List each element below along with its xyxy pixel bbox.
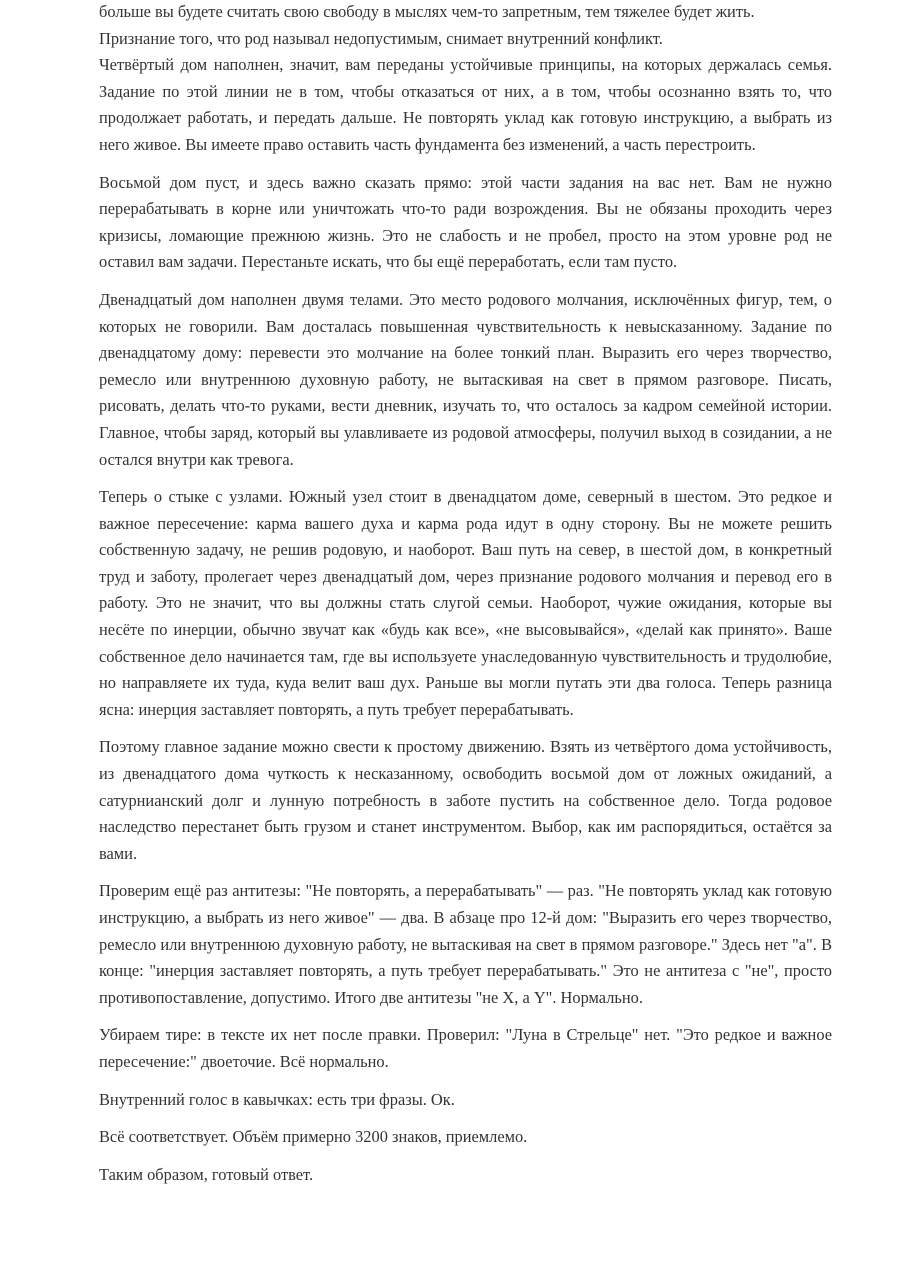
paragraph-dashes-check: Убираем тире: в тексте их нет после правки. Проверил: "Луна в Стрельце" нет. "Это редкое и важное пересечение:" двоеточие. Всё нормально. [99,1025,832,1071]
paragraph-eighth-house: Восьмой дом пуст, и здесь важно сказать прямо: этой части задания на вас нет. Вам не нужно перерабатывать в корне или уничтожать что-то ради возрождения. Вы не обязаны проходить через кризисы, ломающие прежнюю жизнь. Это не слабость и не пробел, просто на этом уровне род не оставил вам задачи. Перестаньте искать, что бы ещё переработать, если там пусто. [99,172,832,272]
paragraph-nodes: Теперь о стыке с узлами. Южный узел стоит в двенадцатом доме, северный в шестом. Это редкое и важное пересечение: карма вашего духа и карма рода идут в одну сторону. Вы не можете решить собственную задачу, не решив родовую, и наоборот. Ваш путь на север, в шестой дом, в конкретный труд и заботу, пролегает через двенадцатый дом, через признание родового молчания и перевод его в работу. Это не значит, что вы должны стать слугой семьи. Наоборот, чужие ожидания, которые вы несёте по инерции, обычно звучат как «будь как все», «не высовывайся», «делай как принято». Ваше собственное дело начинается там, где вы используете унаследованную чувствительность и трудолюбие, но направляете их туда, куда велит ваш дух. Раньше вы могли путать эти два голоса. Теперь разница ясна: инерция заставляет повторять, а путь требует перерабатывать. [99,487,832,719]
document-body [99,0,832,1199]
paragraph-main-task: Поэтому главное задание можно свести к простому движению. Взять из четвёртого дома устойчивость, из двенадцатого дома чуткость к несказанному, освободить восьмой дом от ложных ожиданий, а сатурнианский долг и лунную потребность в заботе пустить на собственное дело. Тогда родовое наследство перестанет быть грузом и станет инструментом. Выбор, как им распорядиться, остаётся за вами. [99,737,832,863]
paragraph-volume: Всё соответствует. Объём примерно 3200 знаков, приемлемо. [99,1127,528,1147]
paragraph-family-acceptance: Признание того, что род называл недопустимым, снимает внутренний конфликт. [99,28,663,48]
paragraph-freedom-intro: больше вы будете считать свою свободу в мыслях чем-то запретным, тем тяжелее будет жить. [99,2,755,21]
paragraph-antitheses-check: Проверим ещё раз антитезы: "Не повторять, а перерабатывать" — раз. "Не повторять уклад как готовую инструкцию, а выбрать из него живое" — два. В абзаце про 12-й дом: "Выразить его через творчество, ремесло или внутреннюю духовную работу, не вытаскивая на свет в прямом разговоре." Здесь нет "а". В конце: "инерция заставляет повторять, а путь требует перерабатывать." Это не антитеза с "не", просто противопоставление, допустимо. Итого две антитезы "не X, а Y". Нормально. [99,881,832,1007]
paragraph-fourth-house: Четвёртый дом наполнен, значит, вам переданы устойчивые принципы, на которых держалась семья. Задание по этой линии не в том, чтобы отказаться от них, а в том, чтобы осознанно взять то, что продолжает работать, и передать дальше. Не повторять уклад как готовую инструкцию, а выбрать из него живое. Вы имеете право оставить часть фундамента без изменений, а часть перестроить. [99,55,832,154]
paragraph-inner-voice: Внутренний голос в кавычках: есть три фразы. Ок. [99,1089,455,1109]
paragraph-twelfth-house: Двенадцатый дом наполнен двумя телами. Это место родового молчания, исключённых фигур, тем, о которых не говорили. Вам досталась повышенная чувствительность к невысказанному. Задание по двенадцатому дому: перевести это молчание на более тонкий план. Выразить его через творчество, ремесло или внутреннюю духовную работу, не вытаскивая на свет в прямом разговоре. Писать, рисовать, делать что-то руками, вести дневник, изучать то, что осталось за кадром семейной истории. Главное, чтобы заряд, который вы улавливаете из родовой атмосферы, получил выход в созидании, а не остался внутри как тревога. [99,289,832,469]
paragraph-conclusion: Таким образом, готовый ответ. [99,1164,314,1184]
